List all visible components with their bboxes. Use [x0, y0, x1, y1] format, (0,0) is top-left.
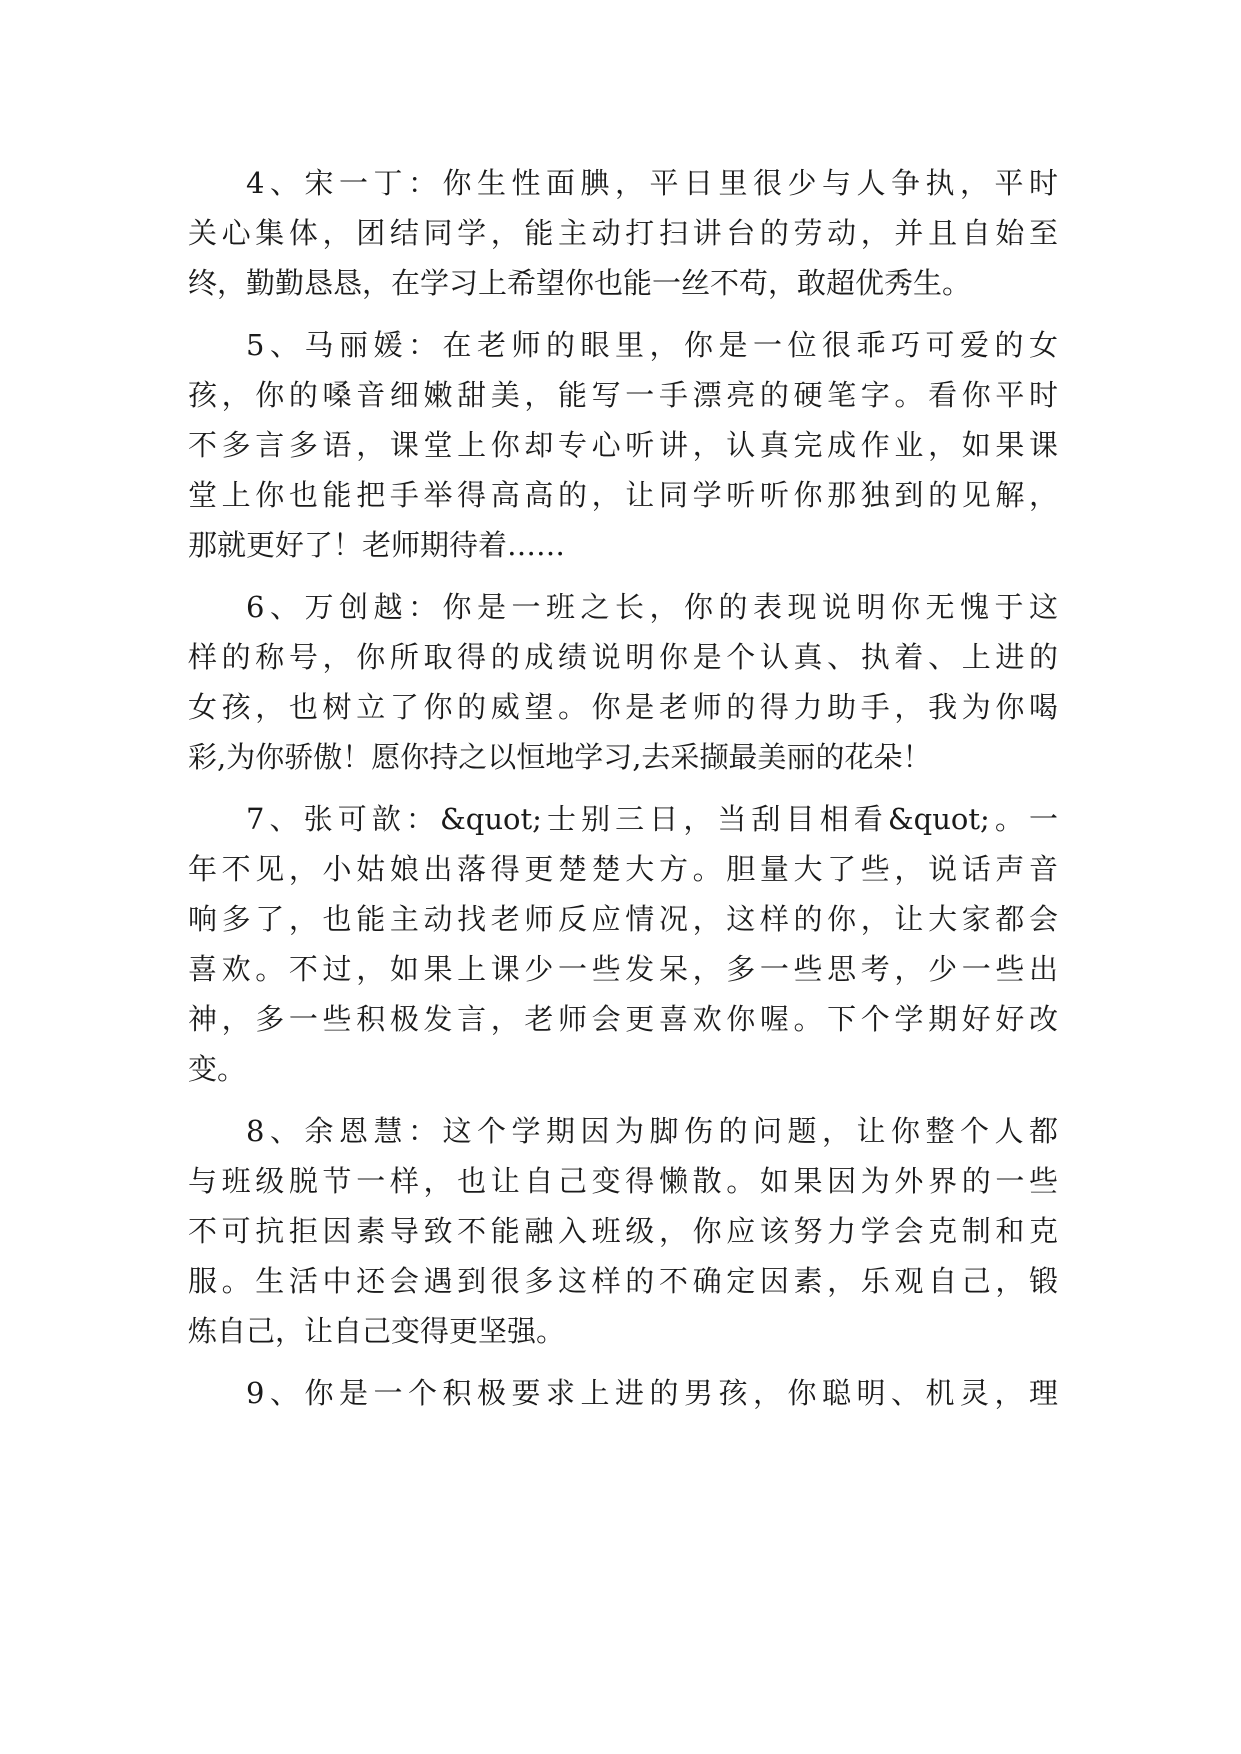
text-line: 女孩，也树立了你的威望。你是老师的得力助手，我为你喝 — [188, 690, 1058, 724]
text-line: 7、张可歆：&quot;士别三日，当刮目相看&quot;。一 — [246, 802, 1058, 836]
text-line: 不多言多语，课堂上你却专心听讲，认真完成作业，如果课 — [188, 428, 1058, 462]
text-line: 堂上你也能把手举得高高的，让同学听听你那独到的见解， — [188, 478, 1058, 512]
text-line: 喜欢。不过，如果上课少一些发呆，多一些思考，少一些出 — [188, 952, 1058, 986]
text-line: 与班级脱节一样，也让自己变得懒散。如果因为外界的一些 — [188, 1164, 1058, 1198]
text-line: 不可抗拒因素导致不能融入班级，你应该努力学会克制和克 — [188, 1214, 1058, 1248]
text-line: 4、宋一丁：你生性面腆，平日里很少与人争执，平时 — [246, 166, 1058, 200]
paragraph-4 — [188, 158, 1058, 308]
text-line: 9、你是一个积极要求上进的男孩，你聪明、机灵，理 — [246, 1376, 1058, 1410]
text-line: 5、马丽媛：在老师的眼里，你是一位很乖巧可爱的女 — [246, 328, 1058, 362]
paragraph-9 — [188, 1368, 1058, 1418]
document-page — [188, 158, 1058, 1418]
text-line: 那就更好了！老师期待着…… — [188, 528, 566, 562]
paragraph-5 — [188, 320, 1058, 570]
text-line: 8、余恩慧：这个学期因为脚伤的问题，让你整个人都 — [246, 1114, 1058, 1148]
text-line: 神，多一些积极发言，老师会更喜欢你喔。下个学期好好改 — [188, 1002, 1058, 1036]
text-line: 服。生活中还会遇到很多这样的不确定因素，乐观自己，锻 — [188, 1264, 1058, 1298]
text-line: 响多了，也能主动找老师反应情况，这样的你，让大家都会 — [188, 902, 1058, 936]
text-line: 关心集体，团结同学，能主动打扫讲台的劳动，并且自始至 — [188, 216, 1058, 250]
text-line: 彩,为你骄傲！愿你持之以恒地学习,去采撷最美丽的花朵！ — [188, 740, 932, 774]
text-line: 孩，你的嗓音细嫩甜美，能写一手漂亮的硬笔字。看你平时 — [188, 378, 1058, 412]
text-line: 终，勤勤恳恳，在学习上希望你也能一丝不苟，敢超优秀生。 — [188, 266, 972, 300]
paragraph-6 — [188, 582, 1058, 782]
text-line: 年不见，小姑娘出落得更楚楚大方。胆量大了些，说话声音 — [188, 852, 1058, 886]
text-line: 炼自己，让自己变得更坚强。 — [188, 1314, 566, 1348]
text-line: 6、万创越：你是一班之长，你的表现说明你无愧于这 — [246, 590, 1058, 624]
paragraph-7 — [188, 794, 1058, 1094]
text-line: 变。 — [188, 1052, 247, 1086]
paragraph-8 — [188, 1106, 1058, 1356]
text-line: 样的称号，你所取得的成绩说明你是个认真、执着、上进的 — [188, 640, 1058, 674]
